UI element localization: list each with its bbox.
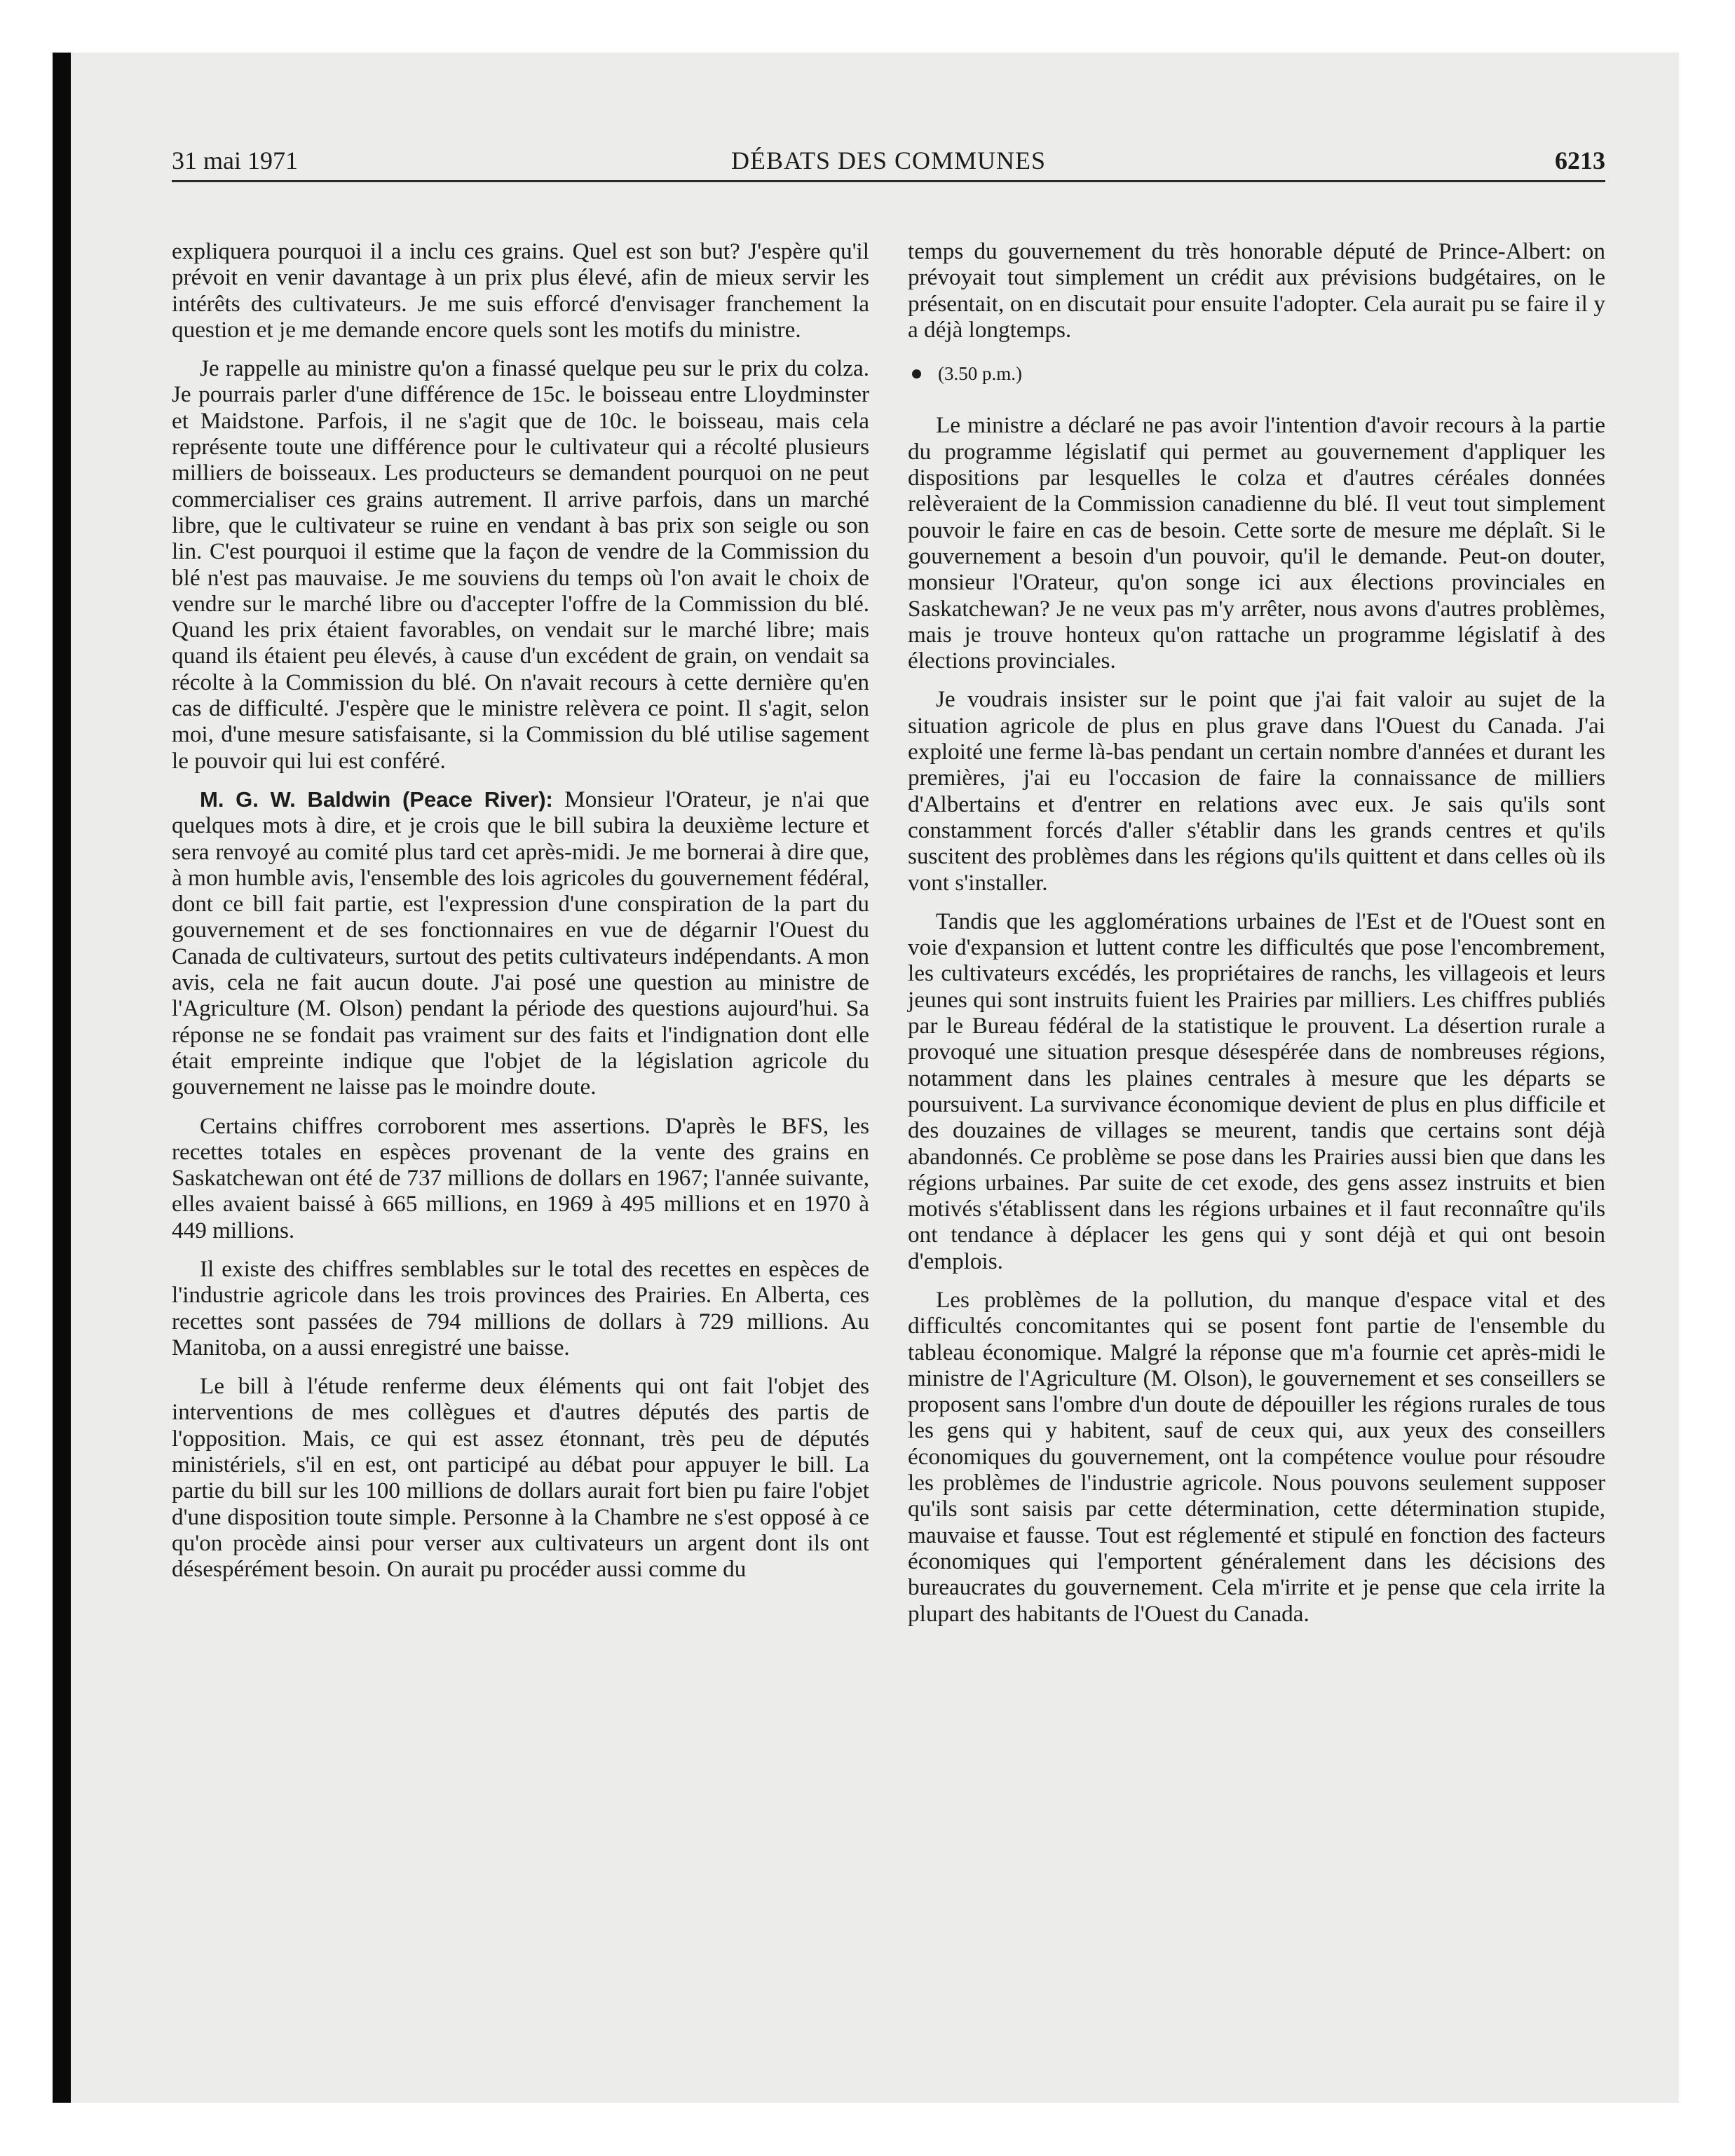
speech-paragraph — [172, 786, 869, 1100]
speech-text: Monsieur l'Orateur, je n'ai que quelques mots à dire, et je crois que le bill subira la deuxième lecture et sera renvoyé au comité plus tard cet après-midi. Je me bornerai à dire que, à mon humble avis, l'ensemble des lois agricoles du gouvernement fédéral, dont ce bill fait partie, est l'expression d'une conspiration de la part du gouvernement et de ses fonctionnaires en vue de dégarnir l'Ouest du Canada de cultivateurs, surtout des petits cultivateurs indépendants. A mon avis, cela ne fait aucun doute. J'ai posé une question au ministre de l'Agriculture (M. Olson) pendant la période des questions aujourd'hui. Sa réponse ne se fondait pas vraiment sur des faits et l'indignation dont elle était empreinte indique que l'objet de la législation agricole du gouvernement ne laisse pas le moindre doute. — [172, 786, 869, 1100]
paragraph: Les problèmes de la pollution, du manque d'espace vital et des difficultés concomitantes qui se posent font partie de l'ensemble du tableau économique. Malgré la réponse que m'a fournie cet après-midi le ministre de l'Agriculture (M. Olson), le gouvernement et ses conseillers se proposent sans l'ombre d'un doute de dépouiller les régions rurales de tous les gens qui y habitent, sauf de ceux qui, aux yeux des conseillers économiques du gouvernement, ont la compétence voulue pour résoudre les problèmes de l'industrie agricole. Nous pouvons seulement supposer qu'ils sont saisis par cette détermination, cette détermination stupide, mauvaise et fausse. Tout est réglementé et stipulé en fonction des facteurs économiques qui l'emportent généralement dans les décisions des bureaucrates du gouvernement. Cela m'irrite et je pense que cela irrite la plupart des habitants de l'Ouest du Canada. — [908, 1286, 1605, 1627]
paragraph: Le bill à l'étude renferme deux éléments qui ont fait l'objet des interventions de mes collègues et d'autres députés des partis de l'opposition. Mais, ce qui est assez étonnant, très peu de députés ministériels, s'il en est, ont participé au débat pour appuyer le bill. La partie du bill sur les 100 millions de dollars aurait fort bien pu faire l'objet d'une disposition toute simple. Personne à la Chambre ne s'est opposé à ce qu'on procède ainsi pour verser aux cultivateurs un argent dont ils ont désespérément besoin. On aurait pu procéder aussi comme du — [172, 1373, 869, 1583]
page-header — [172, 144, 1605, 182]
speaker-name: M. G. W. Baldwin (Peace River): — [200, 786, 553, 812]
paragraph: Il existe des chiffres semblables sur le total des recettes en espèces de l'industrie agricole dans les trois provinces des Prairies. En Alberta, ces recettes sont passées de 794 millions de dollars à 729 millions. Au Manitoba, on a aussi enregistré une baisse. — [172, 1255, 869, 1360]
timestamp-text: (3.50 p.m.) — [938, 363, 1022, 385]
paragraph: temps du gouvernement du très honorable député de Prince-Albert: on prévoyait tout simplement un crédit aux prévisions budgétaires, on le présentait, on en discutait pour ensuite l'adopter. Cela aurait pu se faire il y a déjà longtemps. — [908, 238, 1605, 343]
header-date: 31 mai 1971 — [172, 146, 298, 175]
paragraph: Tandis que les agglomérations urbaines de l'Est et de l'Ouest sont en voie d'expansion et luttent contre les difficultés que pose l'encombrement, les cultivateurs excédés, les propriétaires de ranchs, les villageois et leurs jeunes qui sont instruits fuient les Prairies par milliers. Les chiffres publiés par le Bureau fédéral de la statistique le prouvent. La désertion rurale a provoqué une situation presque désespérée dans de nombreuses régions, notamment dans les plaines centrales à mesure que les départs se poursuivent. La survivance économique devient de plus en plus difficile et des douzaines de villages se meurent, tandis que certains sont déjà abandonnés. Ce problème se pose dans les Prairies aussi bien que dans les régions urbaines. Par suite de cet exode, des gens assez instruits et bien motivés s'établissent dans les régions urbaines et il faut reconnaître qu'ils ont tendance à déplacer les gens qui y sont déjà et qui ont besoin d'emplois. — [908, 908, 1605, 1274]
timestamp-marker — [908, 361, 1605, 387]
left-column — [172, 238, 869, 1595]
publication-title: DÉBATS DES COMMUNES — [730, 146, 1047, 175]
paragraph: Je voudrais insister sur le point que j'ai fait valoir au sujet de la situation agricole de plus en plus grave dans l'Ouest du Canada. J'ai exploité une ferme là-bas pendant un certain nombre d'années et durant les premières, j'ai eu l'occasion de faire la connaissance de milliers d'Albertains et d'entrer en relations avec eux. Je sais qu'ils sont constamment forcés d'aller s'établir dans les grands centres et qu'ils suscitent des problèmes dans les régions qu'ils quittent et dans celles où ils vont s'installer. — [908, 686, 1605, 896]
paragraph: Certains chiffres corroborent mes assertions. D'après le BFS, les recettes totales en espèces provenant de la vente des grains en Saskatchewan ont été de 737 millions de dollars en 1967; l'année suivante, elles avaient baissé à 665 millions, en 1969 à 495 millions et en 1970 à 449 millions. — [172, 1112, 869, 1243]
bullet-icon — [912, 369, 921, 378]
page-number: 6213 — [1555, 146, 1605, 175]
paragraph: Je rappelle au ministre qu'on a finassé quelque peu sur le prix du colza. Je pourrais parler d'une différence de 15c. le boisseau entre Lloydminster et Maidstone. Parfois, il ne s'agit que de 10c. le boisseau, mais cela représente toute une différence pour le cultivateur qui a récolté plusieurs milliers de boisseaux. Les producteurs se demandent pourquoi on ne peut commercialiser ces grains autrement. Il arrive parfois, dans un marché libre, que le cultivateur se ruine en vendant à bas prix son seigle ou son lin. C'est pourquoi il estime que la façon de vendre de la Commission du blé n'est pas mauvaise. Je me souviens du temps où l'on avait le choix de vendre sur le marché libre ou d'accepter l'offre de la Commission du blé. Quand les prix étaient favorables, on vendait sur le marché libre; mais quand ils étaient peu élevés, à cause d'un excédent de grain, on vendait sa récolte à la Commission du blé. On n'avait recours à cette dernière qu'en cas de difficulté. J'espère que le ministre relèvera ce point. Il s'agit, selon moi, d'une mesure satisfaisante, si la Commission du blé utilise sagement le pouvoir qui lui est conféré. — [172, 355, 869, 774]
scan-border — [53, 53, 71, 2103]
paragraph: Le ministre a déclaré ne pas avoir l'intention d'avoir recours à la partie du programme législatif qui permet au gouvernement d'appliquer les dispositions par lesquelles le colza et d'autres céréales données relèveraient de la Commission canadienne du blé. Il veut tout simplement pouvoir le faire en cas de besoin. Cette sorte de mesure me déplaît. Si le gouvernement a besoin d'un pouvoir, qu'il le demande. Peut-on douter, monsieur l'Orateur, qu'on songe ici aux élections provinciales en Saskatchewan? Je ne veux pas m'y arrêter, nous avons d'autres problèmes, mais je trouve honteux qu'on rattache un programme législatif à des élections provinciales. — [908, 412, 1605, 674]
paragraph: expliquera pourquoi il a inclu ces grains. Quel est son but? J'espère qu'il prévoit en venir davantage à un prix plus élevé, afin de mieux servir les intérêts des cultivateurs. Je me suis efforcé d'envisager franchement la question et je me demande encore quels sont les motifs du ministre. — [172, 238, 869, 343]
right-column — [908, 238, 1605, 1639]
